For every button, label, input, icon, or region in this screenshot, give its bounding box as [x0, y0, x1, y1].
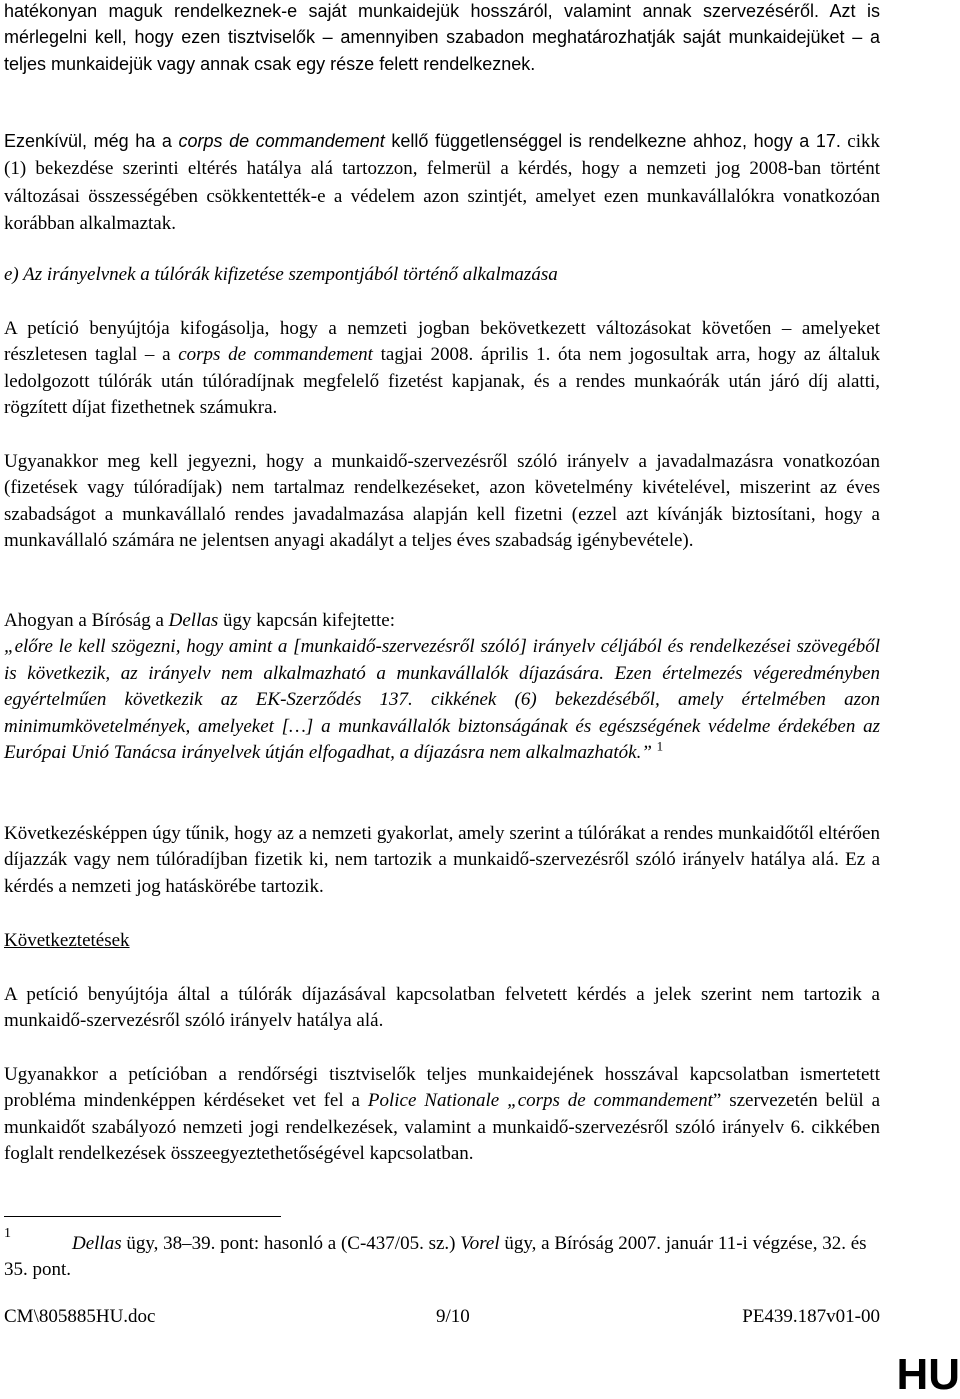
paragraph-text: tagjai 2008. április 1. óta nem jogosultak arra, hogy az általuk ledolgozott túlórák után túlóradíjnak megfelelő fizetést kapjanak, és a rendes munkaórák után járó díj alatti, rögzített díjat fizethetnek számukra. [4, 344, 880, 419]
paragraph-corps-independence [4, 128, 880, 238]
paragraph-intro-continuation [4, 0, 880, 77]
page-number: 9/10 [436, 1306, 470, 1327]
italic-term: corps de commandement [178, 131, 385, 151]
italic-term: corps de commandement [178, 344, 373, 366]
paragraph-petition-complaint [4, 316, 880, 422]
paragraph-text: ügy kapcsán kifejtette: [218, 610, 395, 631]
paragraph-conclusion-2 [4, 1062, 880, 1168]
paragraph-text: A petíció benyújtója által a túlórák díjazásával kapcsolatban felvetett kérdés a jelek szerint nem tartozik a munkaidő-szervezésről szóló irányelv hatálya alá. [4, 984, 880, 1032]
footnote-text [4, 1231, 880, 1284]
footnote-text-part: ügy, 38–39. pont: hasonló a (C-437/05. sz.) [121, 1233, 461, 1254]
paragraph-text: hatékonyan maguk rendelkeznek-e saját munkaidejük hosszáról, valamint annak szervezéséről. Azt is mérlegelni kell, hogy ezen tisztviselők – amennyiben szabadon meghatározhatják saját munkaidejüket – a teljes munkaidejük vagy annak csak egy része felett rendelkeznek. [4, 1, 880, 74]
paragraph-text: Ugyanakkor a petícióban a rendőrségi tisztviselők teljes munkaidejének hosszával kapcsolatban ismertetett probléma mindenképpen kérdéseket vet fel a [4, 1064, 880, 1112]
footnote-text-part: ügy, a Bíróság 2007. január 11-i végzése, 32. és 35. pont. [4, 1233, 867, 1281]
page-footer [4, 1305, 880, 1329]
document-reference: CM\805885HU.doc [4, 1306, 156, 1327]
italic-case-name: Vorel [460, 1233, 500, 1254]
paragraph-consequence [4, 821, 880, 900]
heading-text: e) Az irányelvnek a túlórák kifizetése szempontjából történő alkalmazása [4, 264, 558, 285]
italic-case-name: Dellas [168, 610, 219, 631]
paragraph-dellas-quote [4, 608, 880, 766]
footnote-separator [4, 1216, 281, 1217]
paragraph-text: Ugyanakkor meg kell jegyezni, hogy a munkaidő-szervezésről szóló irányelv a javadalmazásra vonatkozóan (fizetések vagy túlóradíjak) nem tartalmaz rendelkezéseket, azon követelmény kivételével, miszerint az éves szabadságot a munkavállaló rendes javadalmazása alapján kell fizetni (ezzel azt kívánják biztosítani, hogy a munkavállaló számára ne jelentsen anyagi akadályt a teljes éves szabadság igénybevétele). [4, 451, 880, 552]
paragraph-conclusion-1 [4, 982, 880, 1035]
paragraph-text: Ezenkívül, még ha a [4, 131, 179, 151]
paragraph-text: kellő függetlenséggel is rendelkezne ahhoz, hogy a 17. [384, 131, 841, 151]
paragraph-text: cikk (1) bekezdése szerinti eltérés hatálya alá tartozzon, felmerül a kérdés, hogy a nemzeti jog 2008-ban történt változásai összességében csökkentették-e a védelem azon szintjét, amelyet ezen munkavállalókra vonatkozóan korábban alkalmaztak. [4, 131, 881, 235]
section-heading-e [4, 262, 880, 288]
italic-term: Police Nationale „corps de commandement [367, 1090, 713, 1112]
paragraph-text: ” szervezetén belül a munkaidőt szabályozó nemzeti jogi rendelkezések, valamint a munkaidő-szervezésről szóló irányelv 6. cikkében foglalt rendelkezések összeegyeztethetőségével kapcsolatban. [4, 1090, 880, 1165]
paragraph-remuneration-note [4, 449, 880, 555]
pe-number: PE439.187v01-00 [742, 1306, 880, 1327]
heading-text: Következtetések [4, 930, 130, 951]
italic-case-name: Dellas [72, 1233, 122, 1254]
paragraph-text: Következésképpen úgy tűnik, hogy az a nemzeti gyakorlat, amely szerint a túlórákat a rendes munkaidőtől eltérően díjazzák vagy nem túlóradíjban fizetik ki, nem tartozik a munkaidő-szervezésről szóló irányelv hatálya alá. Ez a kérdés a nemzeti jog hatáskörébe tartozik. [4, 823, 880, 897]
footnote-number: 1 [4, 1226, 11, 1241]
court-quote: „előre le kell szögezni, hogy amint a [munkaidő-szervezésről szóló] irányelv céljából és rendelkezései szövegéből is következik, az irányelv nem alkalmazható a munkavállalók díjazására. Ezen értelmezés végeredményben egyértelműen következik az EK-Szerződés 137. cikkének (6) bekezdéséből, amely értelmében azon minimumkövetelmények, amelyeket […] a munkavállalók biztonságának és egészségének védelme érdekében az Európai Unió Tanácsa irányelvek útján elfogadhat, a díjazásra nem alkalmazhatók.” [4, 636, 880, 764]
footnote-reference[interactable]: 1 [656, 738, 664, 754]
language-code: HU [896, 1350, 960, 1399]
section-heading-conclusions [4, 928, 880, 954]
paragraph-text: A petíció benyújtója kifogásolja, hogy a nemzeti jogban bekövetkezett változásokat követően – amelyeket részletesen taglal – a [4, 318, 880, 366]
paragraph-text: Ahogyan a Bíróság a [4, 610, 169, 631]
